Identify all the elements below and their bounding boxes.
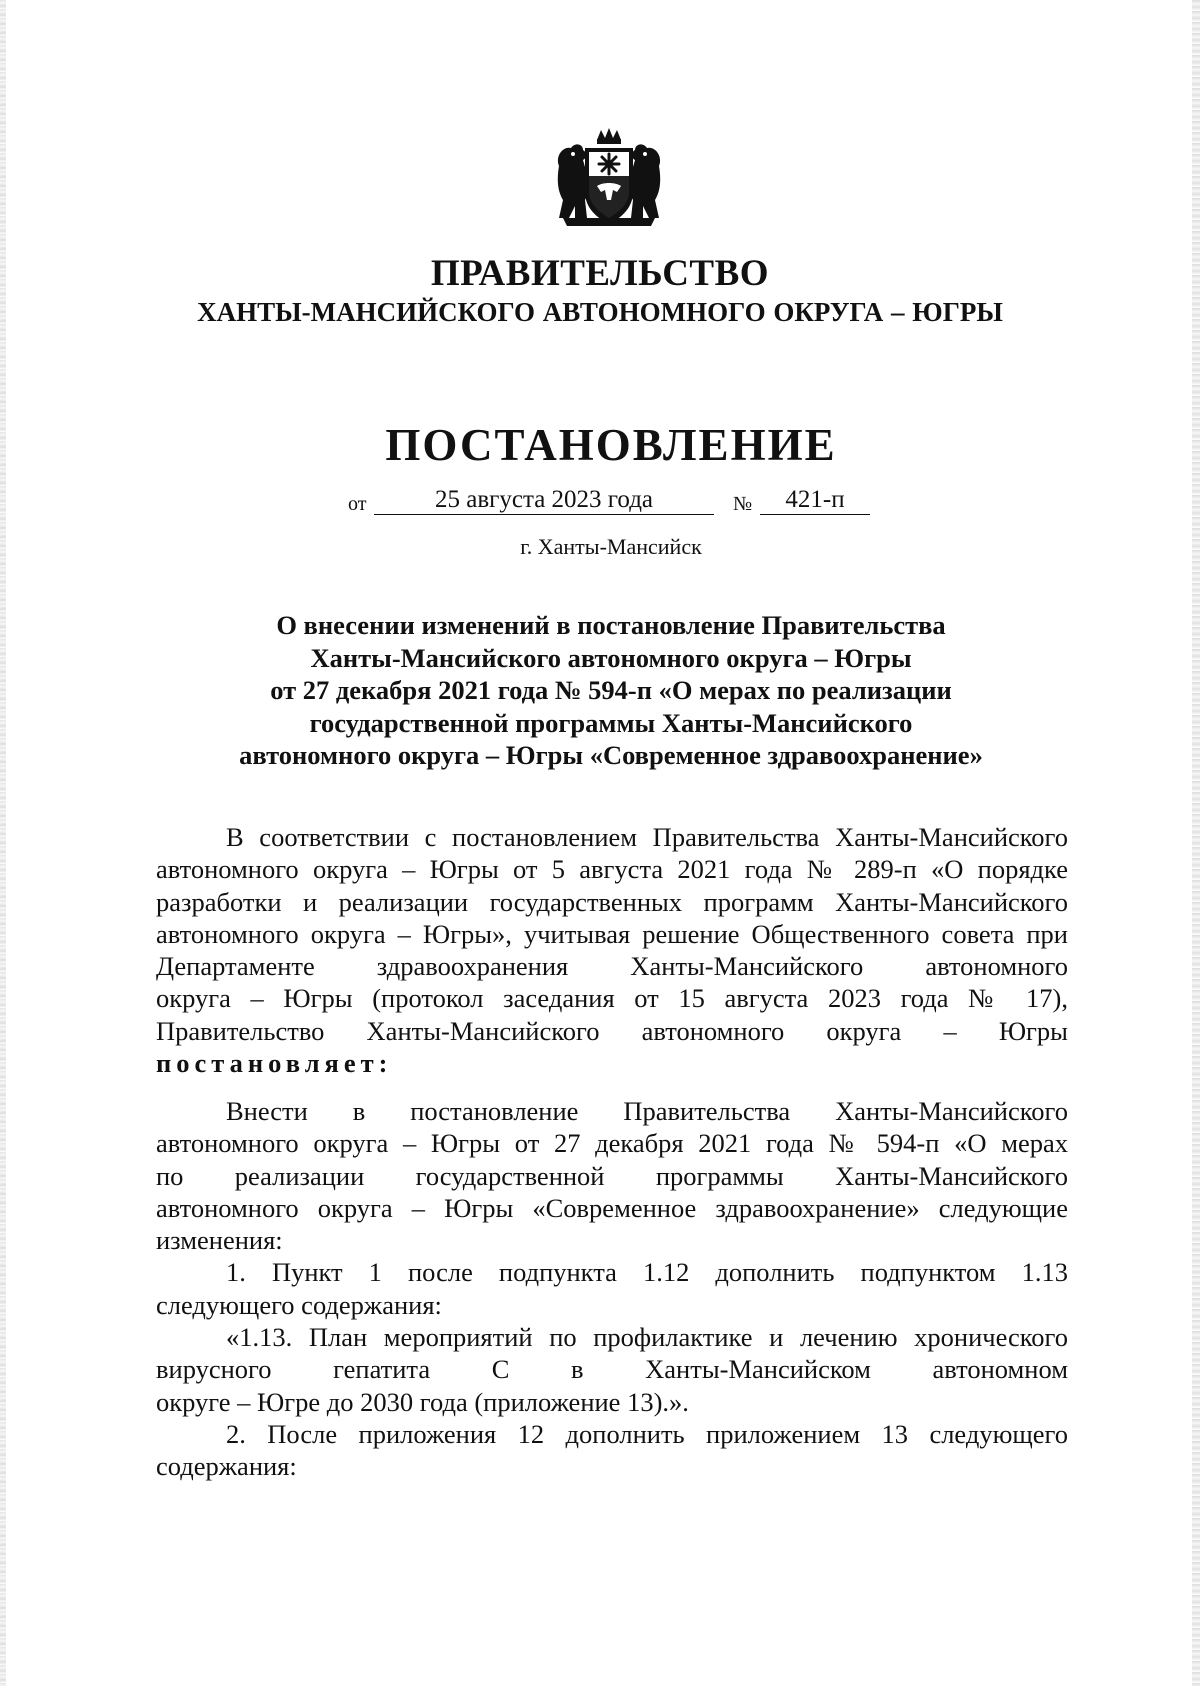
title-line: государственной программы Ханты-Мансийского xyxy=(309,707,913,738)
date-label: от xyxy=(348,493,367,515)
resolves-text: постановляет: xyxy=(156,1048,393,1079)
main-paragraph xyxy=(156,1095,1068,1483)
title-line: от 27 декабря 2021 года № 594-п «О мерах по реализации xyxy=(270,675,952,705)
text-line: Департаменте здравоохранения Ханты-Мансийского автономного xyxy=(156,951,1068,982)
title-line: Ханты-Мансийского автономного округа – Югры xyxy=(310,642,912,673)
text-line: В соответствии с постановлением Правительства Ханты-Мансийского xyxy=(226,822,1068,852)
text-line: по реализации государственной программы Ханты-Мансийского xyxy=(156,1160,1068,1191)
text-line: Правительство Ханты-Мансийского автономного округа – Югры xyxy=(156,1015,1068,1046)
document-date: 25 августа 2023 года xyxy=(374,484,714,515)
date-number-row xyxy=(0,484,1200,516)
text-line: 2. После приложения 12 дополнить приложением 13 следующего xyxy=(226,1418,1068,1449)
text-line: Внести в постановление Правительства Ханты-Мансийского xyxy=(226,1096,1068,1126)
text-line: округа – Югры (протокол заседания от 15 августа 2023 года № 17), xyxy=(156,983,1068,1014)
coat-of-arms-icon xyxy=(553,126,665,232)
preamble-paragraph xyxy=(156,821,1068,1079)
government-title: ПРАВИТЕЛЬСТВО xyxy=(430,253,770,294)
title-line: автономного округа – Югры «Современное здравоохранение» xyxy=(239,740,983,770)
text-line: 1. Пункт 1 после подпункта 1.12 дополнить подпунктом 1.13 xyxy=(226,1257,1068,1288)
text-line: следующего содержания: xyxy=(156,1289,442,1320)
text-line: автономного округа – Югры от 27 декабря 2021 года № 594-п «О мерах xyxy=(156,1128,1068,1159)
text-line: автономного округа – Югры», учитывая решение Общественного совета при xyxy=(156,918,1068,949)
text-line: автономного округа – Югры «Современное здравоохранение» следующие xyxy=(156,1192,1068,1223)
text-line: содержания: xyxy=(156,1451,297,1482)
text-line: изменения: xyxy=(156,1225,283,1256)
title-line: О внесении изменений в постановление Правительства xyxy=(276,610,946,640)
text-line: округе – Югре до 2030 года (приложение 13).». xyxy=(156,1386,689,1417)
text-line: «1.13. План мероприятий по профилактике и лечению хронического xyxy=(226,1322,1068,1353)
text-line: разработки и реализации государственных программ Ханты-Мансийского xyxy=(156,886,1068,917)
city: г. Ханты-Мансийск xyxy=(520,534,702,559)
resolves-word xyxy=(156,1047,1068,1079)
document-type: ПОСТАНОВЛЕНИЕ xyxy=(385,420,837,470)
text-line: вирусного гепатита С в Ханты-Мансийском автономном xyxy=(156,1354,1068,1385)
government-region: ХАНТЫ-МАНСИЙСКОГО АВТОНОМНОГО ОКРУГА – ЮГРЫ xyxy=(197,297,1003,327)
document-number: 421-п xyxy=(760,484,870,515)
number-label: № xyxy=(733,493,753,515)
document-title xyxy=(156,609,1066,772)
text-line: автономного округа – Югры от 5 августа 2021 года № 289-п «О порядке xyxy=(156,854,1068,885)
